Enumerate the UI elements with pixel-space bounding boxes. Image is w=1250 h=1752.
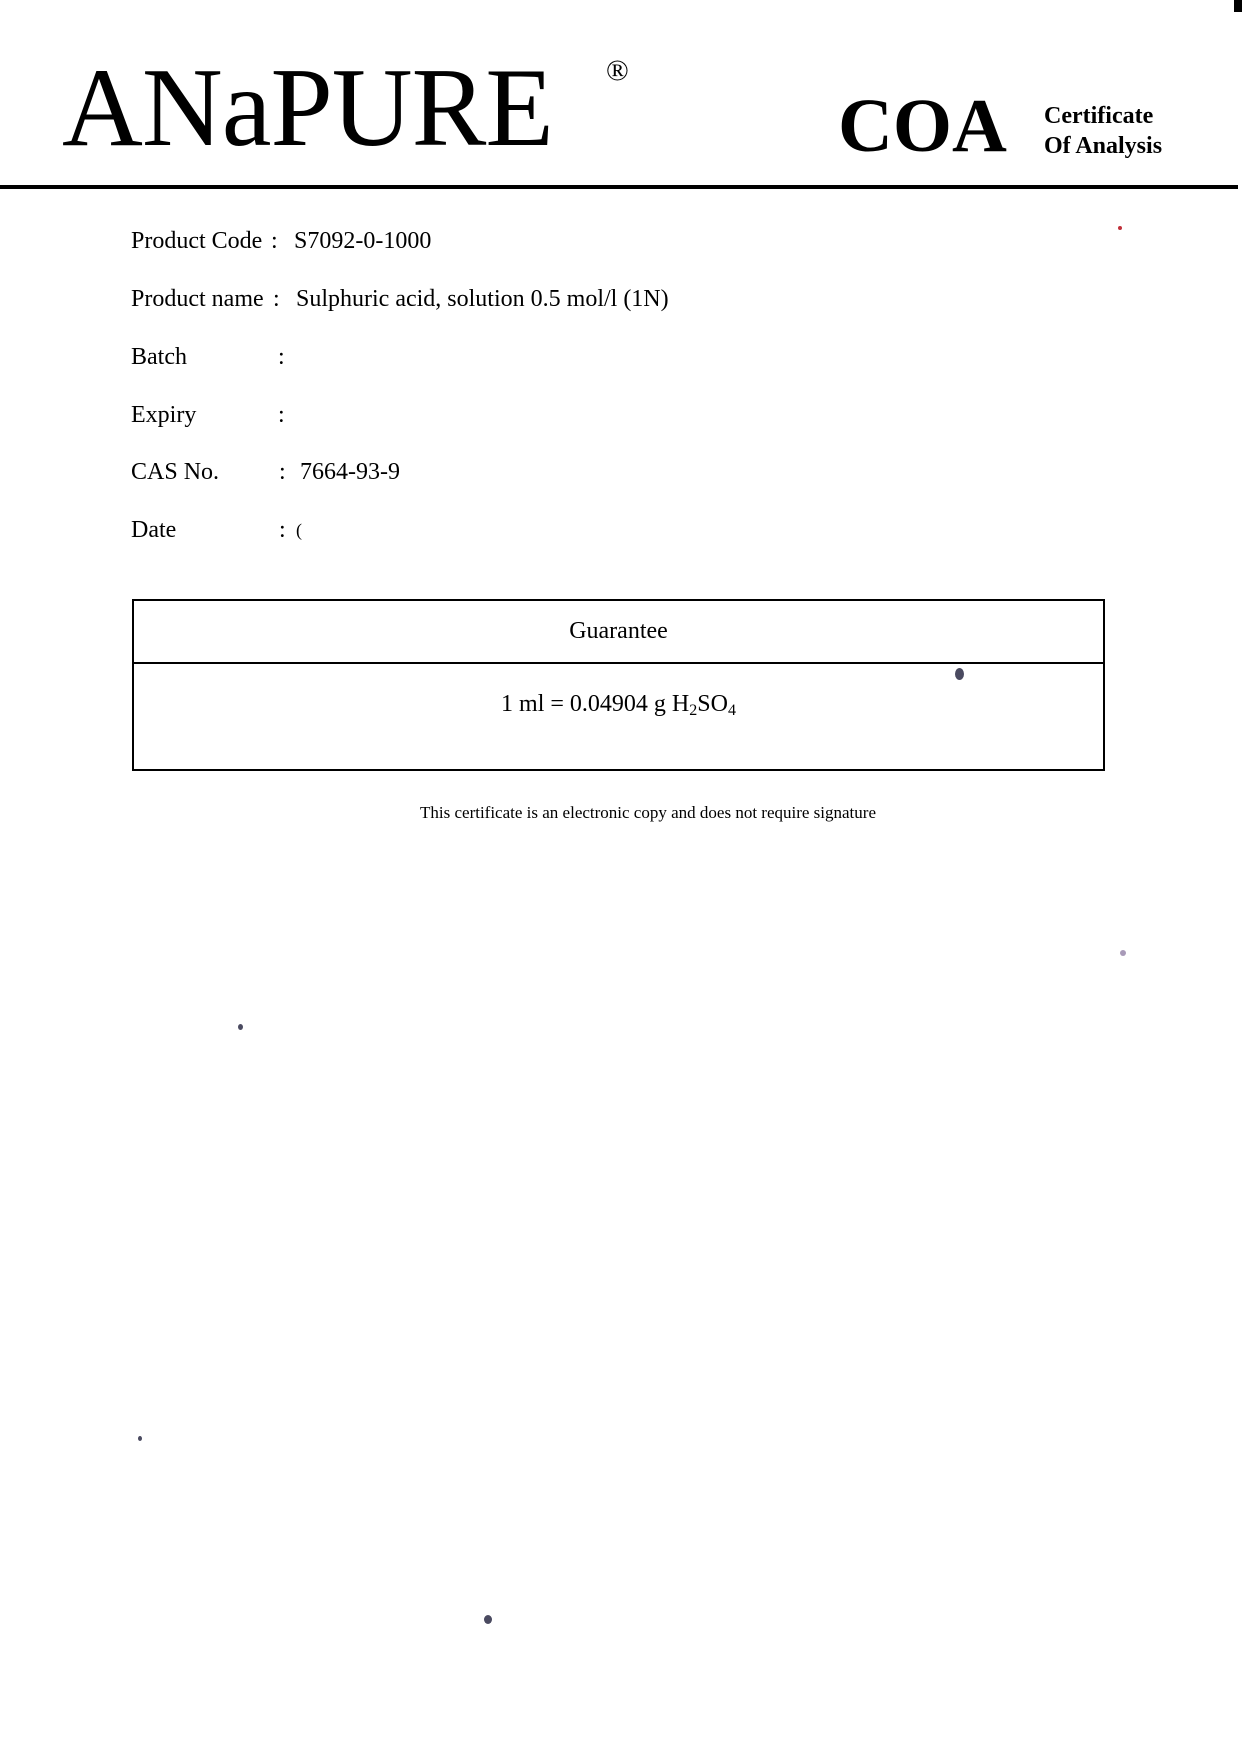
field-value: ( [296,520,302,540]
scan-corner-mark [1234,0,1242,12]
document-header [0,0,1250,190]
brand-logo: ANaPURE [62,46,553,170]
scan-speck [955,668,964,680]
guarantee-subscript-oxygen: 4 [727,702,736,719]
field-colon: : [279,517,286,543]
guarantee-subscript-hydrogen: 2 [689,702,698,719]
field-colon: : [271,228,278,254]
guarantee-value-middle: SO [697,691,728,717]
guarantee-value [134,689,1103,719]
field-label: Batch [131,344,187,370]
guarantee-heading: Guarantee [134,601,1103,664]
registered-trademark-icon: ® [606,54,629,87]
field-label: CAS No. [131,459,220,485]
field-label: Expiry [131,402,197,428]
field-label: Product Code [131,228,263,254]
electronic-copy-note: This certificate is an electronic copy and does not require signature [420,803,876,822]
field-label: Product name [131,286,264,312]
field-value: S7092-0-1000 [294,228,432,254]
header-divider [0,185,1238,189]
field-label: Date [131,517,177,543]
field-value: 7664-93-9 [300,459,400,485]
document-type-title: COA [838,84,1007,168]
document-type-subtitle-line1: Certificate [1044,103,1154,129]
field-colon: : [273,286,280,312]
scan-speck [138,1436,142,1441]
document-type-subtitle-line2: Of Analysis [1044,133,1163,159]
field-colon: : [278,344,285,370]
guarantee-table [132,599,1105,771]
scan-speck [238,1024,243,1030]
scan-speck [1118,226,1122,230]
scan-speck [1120,950,1126,956]
guarantee-value-prefix: 1 ml = 0.04904 g H [501,691,690,717]
scan-speck [484,1615,492,1624]
field-colon: : [278,402,285,428]
field-colon: : [279,459,286,485]
field-value: Sulphuric acid, solution 0.5 mol/l (1N) [296,286,669,312]
